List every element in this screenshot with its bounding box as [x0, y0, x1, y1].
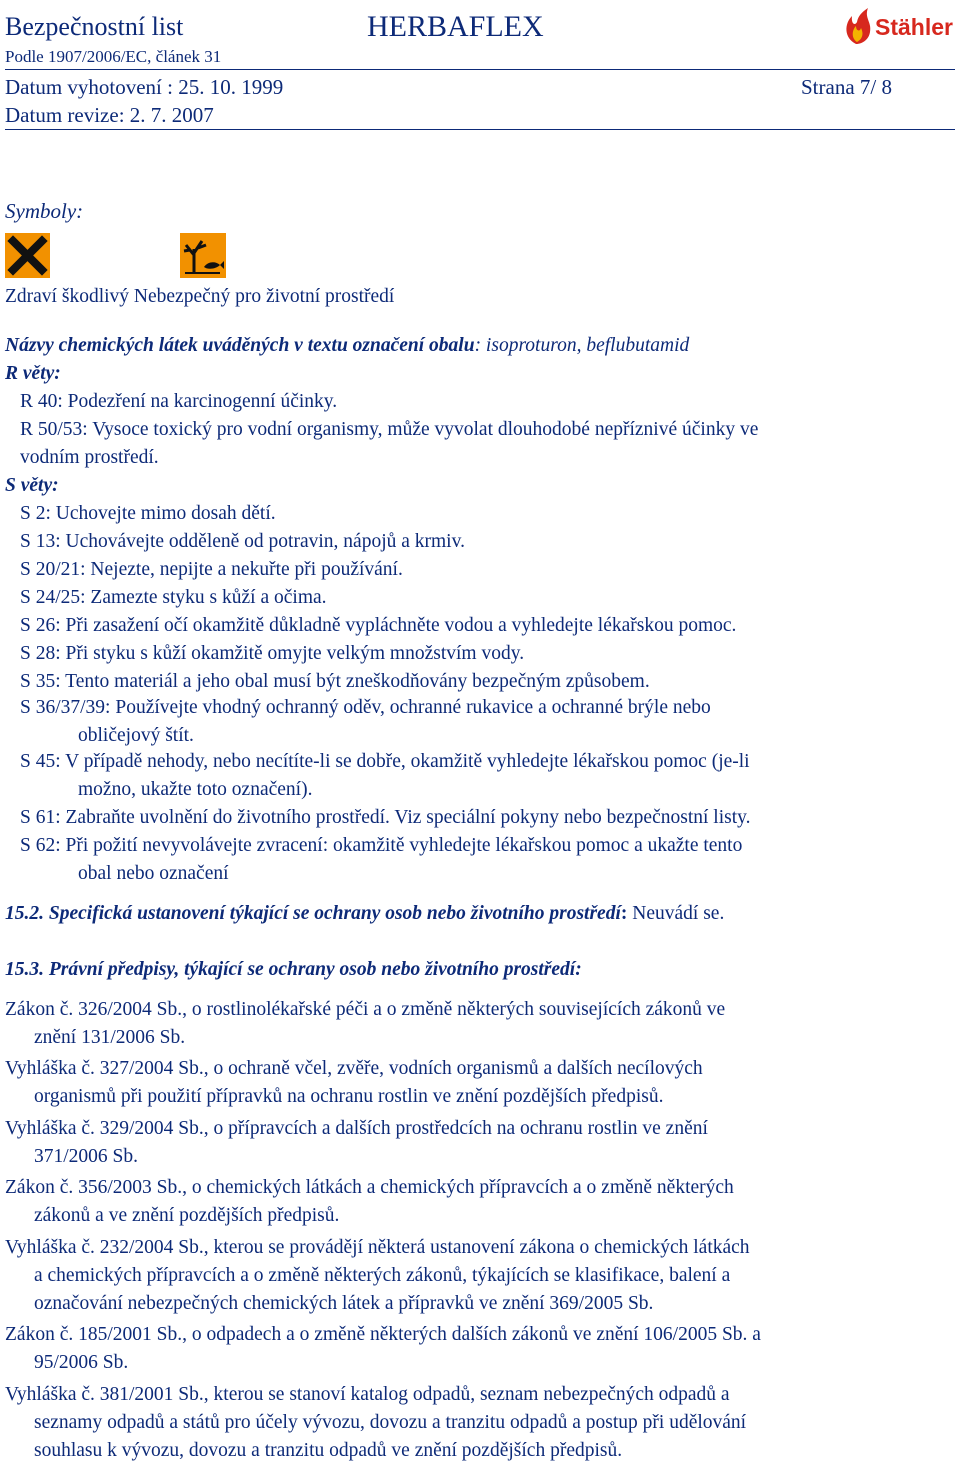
s-phrase: S 35: Tento materiál a jeho obal musí být zneškodňovány bezpečným způsobem.: [20, 671, 650, 692]
r-phrase-continued: vodním prostředí.: [20, 447, 159, 468]
law-continued: znění 131/2006 Sb.: [34, 1027, 186, 1048]
date-revised: Datum revize: 2. 7. 2007: [5, 103, 214, 127]
law-continued: souhlasu k vývozu, dovozu a tranzitu odpadů ve znění pozdějších předpisů.: [34, 1440, 623, 1461]
law-name: Vyhláška č. 329/2004 Sb.: [5, 1118, 204, 1139]
law-entry: [5, 996, 725, 1024]
law-continued: zákonů a ve znění pozdějších předpisů.: [34, 1205, 340, 1226]
law-entry: [5, 1234, 750, 1262]
s-phrase: S 20/21: Nejezte, nepijte a nekuřte při používání.: [20, 559, 403, 580]
law-entry: [5, 1174, 734, 1202]
s-phrase-continued: obal nebo označení: [78, 863, 229, 884]
r-phrase: R 40: Podezření na karcinogenní účinky.: [20, 391, 338, 412]
law-description: , kterou se stanoví katalog odpadů, seznam nebezpečných odpadů a: [203, 1384, 730, 1405]
law-continued: označování nebezpečných chemických látek a přípravků ve znění 369/2005 Sb.: [34, 1293, 654, 1314]
logo-text: Stähler: [875, 14, 953, 40]
law-entry: [5, 1381, 730, 1409]
law-name: Zákon č. 356/2003 Sb.: [5, 1177, 183, 1198]
law-name: Vyhláška č. 232/2004 Sb.: [5, 1237, 204, 1258]
s-phrase: S 45: V případě nehody, nebo necítíte-li se dobře, okamžitě vyhledejte lékařskou pomoc (je-li: [20, 751, 750, 772]
law-continued: 371/2006 Sb.: [34, 1146, 139, 1167]
page-number: Strana 7/ 8: [801, 75, 892, 99]
section-15-2-value: Neuvádí se.: [627, 903, 725, 924]
law-continued: 95/2006 Sb.: [34, 1352, 129, 1373]
product-name: HERBAFLEX: [367, 10, 544, 43]
section-15-2: [5, 900, 724, 928]
s-phrase: S 61: Zabraňte uvolnění do životního prostředí. Viz speciální pokyny nebo bezpečnostní listy.: [20, 807, 751, 828]
chemical-names-value: : isoproturon, beflubutamid: [474, 335, 690, 356]
stahler-logo: [842, 6, 960, 46]
symbols-heading: Symboly:: [5, 199, 84, 223]
s-phrase: S 24/25: Zamezte styku s kůží a očima.: [20, 587, 327, 608]
date-created: Datum vyhotovení : 25. 10. 1999: [5, 75, 284, 99]
law-entry: [5, 1115, 708, 1143]
law-entry: [5, 1055, 703, 1083]
dead-tree-fish-icon: [180, 233, 226, 278]
s-phrase-continued: možno, ukažte toto označení).: [78, 779, 313, 800]
law-description: , o přípravcích a dalších prostředcích na ochranu rostlin ve znění: [203, 1118, 708, 1139]
r-phrases-heading: R věty:: [5, 363, 61, 384]
header-rule-top: [5, 69, 955, 70]
regulation-ref: Podle 1907/2006/EC, článek 31: [5, 47, 222, 66]
law-description: , o chemických látkách a chemických přípravcích a o změně některých: [182, 1177, 734, 1198]
s-phrase: S 2: Uchovejte mimo dosah dětí.: [20, 503, 276, 524]
s-phrases-heading: S věty:: [5, 475, 59, 496]
law-name: Zákon č. 326/2004 Sb.: [5, 999, 183, 1020]
document-title: Bezpečnostní list: [5, 12, 184, 41]
section-15-2-title: 15.2. Specifická ustanovení týkající se ochrany osob nebo životního prostředí: [5, 903, 621, 924]
law-continued: a chemických přípravcích a o změně některých zákonů, týkajících se klasifikace, balení a: [34, 1265, 731, 1286]
law-continued: organismů při použití přípravků na ochranu rostlin ve znění pozdějších předpisů.: [34, 1086, 664, 1107]
law-name: Vyhláška č. 327/2004 Sb.: [5, 1058, 204, 1079]
s-phrase: S 62: Při požití nevyvolávejte zvracení: okamžitě vyhledejte lékařskou pomoc a ukažte tento: [20, 835, 743, 856]
s-phrase: S 36/37/39: Používejte vhodný ochranný oděv, ochranné rukavice a ochranné brýle nebo: [20, 697, 711, 718]
chemical-names-line: [5, 332, 689, 360]
law-name: Zákon č. 185/2001 Sb.: [5, 1324, 183, 1345]
law-description: , o odpadech a o změně některých dalších zákonů ve znění 106/2005 Sb. a: [182, 1324, 761, 1345]
law-name: Vyhláška č. 381/2001 Sb.: [5, 1384, 204, 1405]
law-entry: [5, 1321, 761, 1349]
header-rule-bottom: [5, 129, 955, 130]
s-phrase: S 28: Při styku s kůží okamžitě omyjte velkým množstvím vody.: [20, 643, 525, 664]
chemical-names-label: Názvy chemických látek uváděných v textu označení obalu: [5, 335, 475, 356]
law-continued: seznamy odpadů a států pro účely vývozu, dovozu a tranzitu odpadů a postup při udělování: [34, 1412, 747, 1433]
s-phrase: S 13: Uchovávejte odděleně od potravin, nápojů a krmiv.: [20, 531, 465, 552]
law-description: , o rostlinolékařské péči a o změně některých souvisejících zákonů ve: [182, 999, 726, 1020]
section-15-3-title: 15.3. Právní předpisy, týkající se ochrany osob nebo životního prostředí:: [5, 959, 582, 980]
law-description: , o ochraně včel, zvěře, vodních organismů a dalších necílových: [203, 1058, 703, 1079]
harmful-x-icon: [5, 233, 50, 278]
law-description: , kterou se provádějí některá ustanovení zákona o chemických látkách: [203, 1237, 750, 1258]
s-phrase: S 26: Při zasažení očí okamžitě důkladně vypláchněte vodou a vyhledejte lékařskou pomoc.: [20, 615, 737, 636]
symbols-caption: Zdraví škodlivý Nebezpečný pro životní prostředí: [5, 286, 395, 307]
r-phrase: R 50/53: Vysoce toxický pro vodní organismy, může vyvolat dlouhodobé nepříznivé účinky ve: [20, 419, 759, 440]
section-15-2-colon: :: [620, 903, 628, 924]
s-phrase-continued: obličejový štít.: [78, 725, 194, 746]
